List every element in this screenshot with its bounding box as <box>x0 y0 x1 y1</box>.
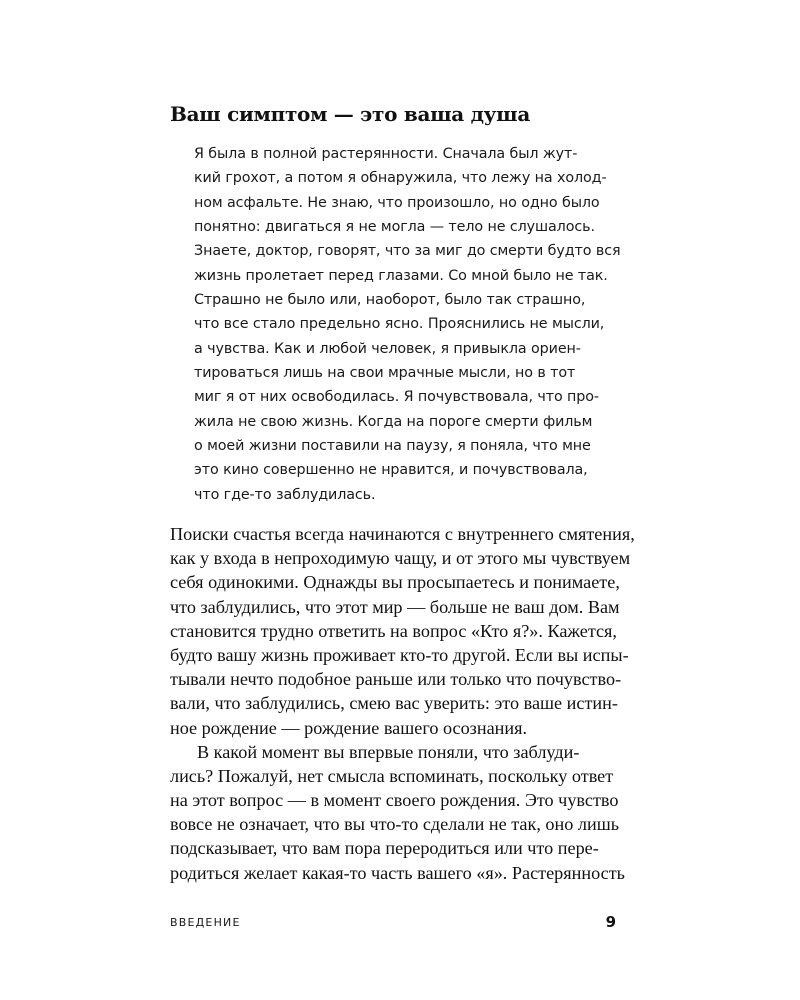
body-line: ное рождение — рождение вашего осознания. <box>170 717 528 738</box>
quote-line: это кино совершенно не нравится, и почувствовала, <box>194 462 588 479</box>
quote-block <box>194 142 620 507</box>
quote-line: Я была в полной растерянности. Сначала был жут- <box>194 146 578 162</box>
quote-line: тироваться лишь на свои мрачные мысли, но в тот <box>194 365 576 382</box>
quote-line: кий грохот, а потом я обнаружила, что лежу на холод- <box>194 170 607 187</box>
body-line: на этот вопрос — в момент своего рождения. Это чувство <box>170 790 619 811</box>
body-line: В какой момент вы впервые поняли, что заблуди- <box>197 741 580 762</box>
page-number: 9 <box>605 913 616 931</box>
body-line: Поиски счастья всегда начинаются с внутреннего смятения, <box>170 524 635 544</box>
body-text <box>170 522 635 885</box>
body-line: подсказывает, что вам пора переродиться или что пере- <box>170 838 599 859</box>
running-footer-section: ВВЕДЕНИЕ <box>170 916 241 929</box>
quote-line: жила не свою жизнь. Когда на пороге смерти фильм <box>194 413 593 430</box>
quote-line: что все стало предельно ясно. Прояснились не мысли, <box>194 316 605 333</box>
quote-line: что где-то заблудилась. <box>194 486 376 503</box>
quote-line: Страшно не было или, наоборот, было так страшно, <box>194 292 586 309</box>
body-line: лись? Пожалуй, нет смысла вспоминать, поскольку ответ <box>170 765 614 786</box>
body-line: как у входа в непроходимую чащу, и от этого мы чувствуем <box>170 548 631 569</box>
body-line: становится трудно ответить на вопрос «Кто я?». Кажется, <box>170 620 617 641</box>
body-line: будто вашу жизнь проживает кто-то другой. Если вы испы- <box>170 644 629 665</box>
body-line: что заблудились, что этот мир — больше не ваш дом. Вам <box>170 596 620 617</box>
quote-line: о моей жизни поставили на паузу, я поняла, что мне <box>194 438 591 455</box>
body-line: себя одинокими. Однажды вы просыпаетесь и понимаете, <box>170 572 620 593</box>
body-line: тывали нечто подобное раньше или только что почувство- <box>170 669 622 690</box>
body-line: родиться желает какая-то часть вашего «я». Растерянность <box>170 862 625 883</box>
section-heading: Ваш симптом — это ваша душа <box>170 102 531 126</box>
quote-line: жизнь пролетает перед глазами. Со мной было не так. <box>194 267 608 284</box>
quote-line: ном асфальте. Не знаю, что произошло, но одно было <box>194 194 600 211</box>
quote-line: а чувства. Как и любой человек, я привыкла ориен- <box>194 340 581 357</box>
quote-line: миг я от них освободилась. Я почувствовала, что про- <box>194 389 599 406</box>
body-line: вали, что заблудились, смею вас уверить: это ваше истин- <box>170 693 618 714</box>
quote-line: Знаете, доктор, говорят, что за миг до смерти будто вся <box>194 243 621 260</box>
body-line: вовсе не означает, что вы что-то сделали не так, оно лишь <box>170 814 619 835</box>
quote-line: понятно: двигаться я не могла — тело не слушалось. <box>194 219 595 236</box>
